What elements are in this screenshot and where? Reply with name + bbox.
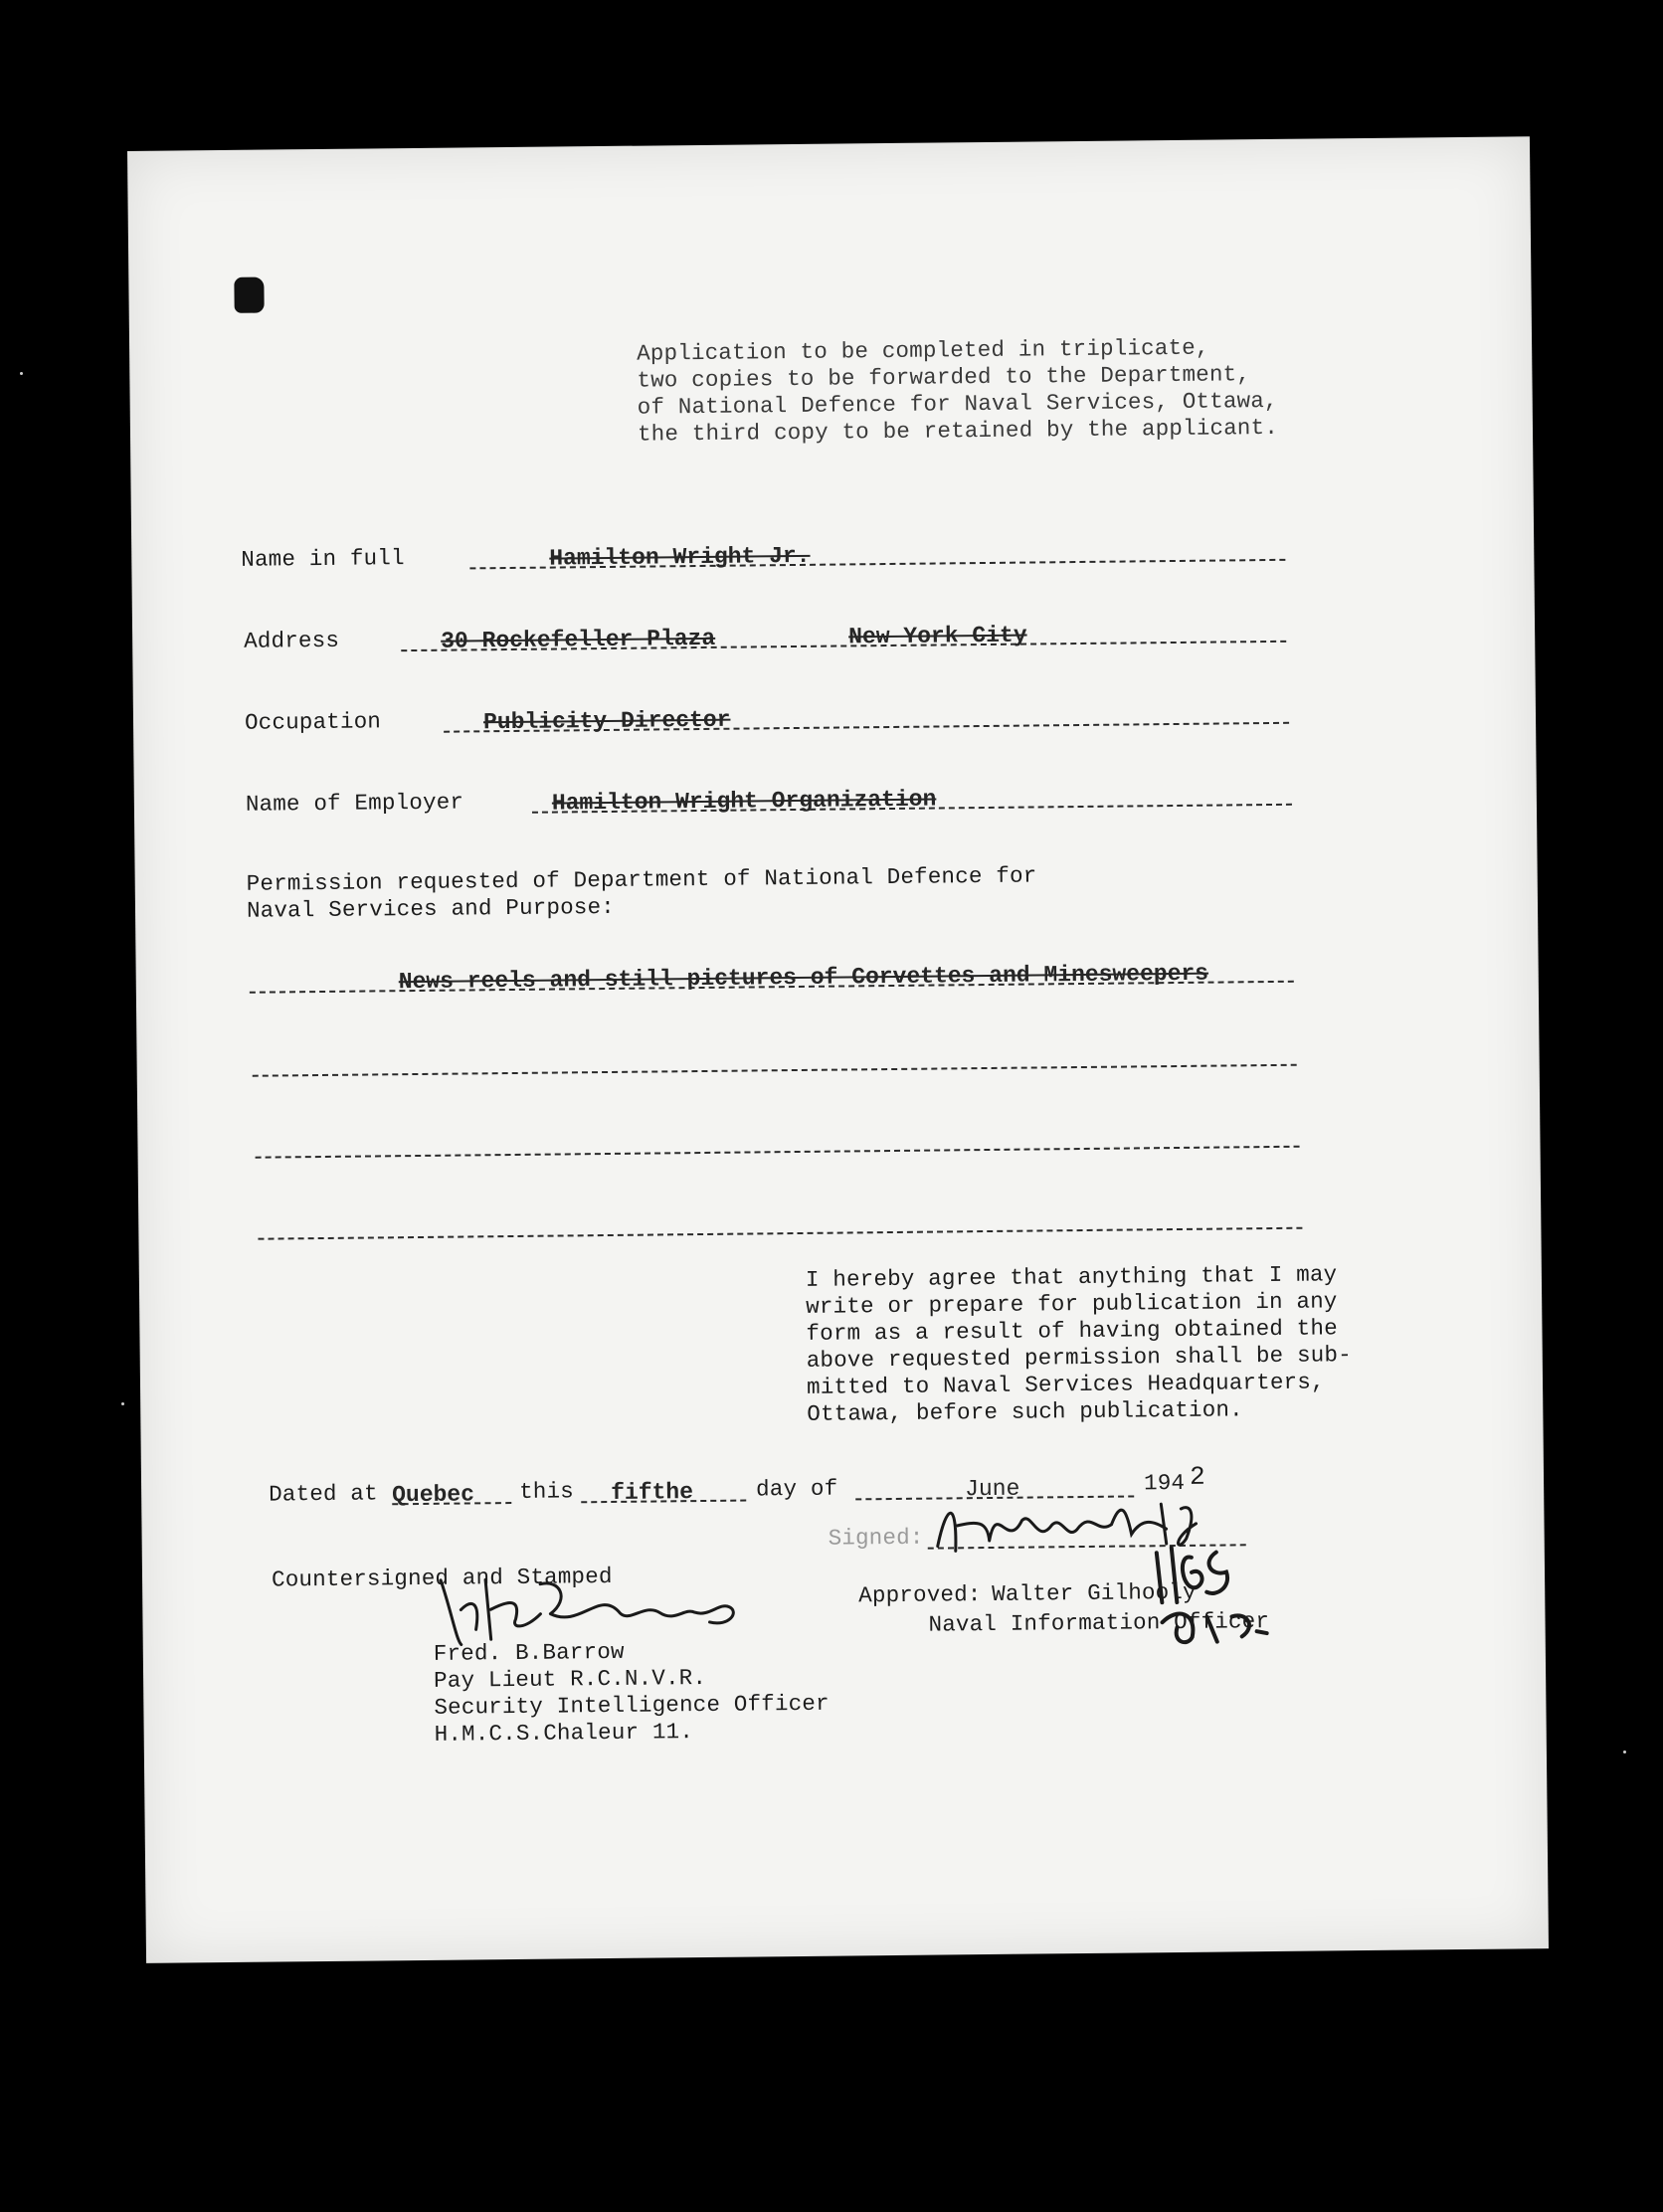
address-line	[401, 622, 1286, 654]
officer-role: Security Intelligence Officer	[434, 1690, 830, 1721]
dated-place-line	[392, 1481, 511, 1509]
officer-rank: Pay Lieut R.C.N.V.R.	[433, 1664, 707, 1694]
approved-name: Walter Gilhooly	[992, 1578, 1197, 1607]
dated-month-value: June	[964, 1475, 1020, 1503]
employer-line	[532, 786, 1292, 817]
dated-place-value: Quebec	[392, 1481, 475, 1509]
year-prefix: 194	[1143, 1469, 1186, 1497]
agreement-line-1: I hereby agree that anything that I may	[805, 1261, 1338, 1293]
purpose-line-3	[256, 1146, 1300, 1159]
officer-ship: H.M.C.S.Chaleur 11.	[434, 1719, 694, 1748]
agreement-line-5: mitted to Naval Services Headquarters,	[806, 1369, 1325, 1400]
this-label: this	[519, 1478, 575, 1505]
name-line	[469, 542, 1285, 572]
instruction-line-4: the third copy to be retained by the applicant.	[637, 414, 1279, 448]
name-value: Hamilton Wright Jr.	[549, 542, 811, 572]
occupation-label: Occupation	[244, 708, 382, 736]
dated-at-label: Dated at	[269, 1480, 378, 1508]
countersigned-label: Countersigned and Stamped	[271, 1563, 613, 1593]
name-label: Name in full	[241, 545, 405, 573]
dated-day-value: fifthe	[611, 1479, 694, 1506]
agreement-line-2: write or prepare for publication in any	[806, 1288, 1338, 1320]
address-label: Address	[244, 627, 340, 654]
document-page	[127, 136, 1549, 1963]
agreement-line-3: form as a result of having obtained the	[806, 1315, 1338, 1347]
officer-name: Fred. B.Barrow	[433, 1638, 625, 1667]
address-city-value: New York City	[848, 622, 1027, 650]
occupation-value: Publicity Director	[482, 706, 731, 736]
scan-speck	[20, 372, 23, 375]
instruction-line-2: two copies to be forwarded to the Department,	[637, 361, 1251, 394]
year-suffix: 2	[1189, 1461, 1205, 1492]
agreement-line-4: above requested permission shall be sub-	[806, 1342, 1352, 1374]
approval-initials	[1137, 1532, 1297, 1653]
dated-day-line	[581, 1479, 746, 1506]
approved-title: Naval Information Officer	[928, 1608, 1270, 1638]
punch-hole	[234, 277, 264, 313]
employer-label: Name of Employer	[245, 789, 464, 818]
purpose-value: News reels and still pictures of Corvettes and Minesweepers	[398, 960, 1209, 996]
approved-label: Approved:	[858, 1581, 982, 1609]
purpose-line-2	[253, 1064, 1297, 1077]
agreement-line-6: Ottawa, before such publication.	[807, 1396, 1243, 1427]
instruction-line-1: Application to be completed in triplicate,	[637, 334, 1209, 367]
signed-label: Signed:	[828, 1524, 924, 1552]
occupation-line	[444, 706, 1289, 736]
day-of-label: day of	[755, 1475, 838, 1503]
permission-label-line-1: Permission requested of Department of National Defence for	[246, 862, 1037, 897]
scan-speck	[121, 1402, 124, 1405]
purpose-line-1	[250, 960, 1294, 996]
permission-label-line-2: Naval Services and Purpose:	[246, 893, 616, 924]
scan-speck	[1623, 1751, 1626, 1753]
purpose-line-4	[258, 1227, 1302, 1240]
employer-value: Hamilton Wright Organization	[551, 786, 937, 817]
instruction-line-3: of National Defence for Naval Services, Ottawa,	[637, 387, 1278, 421]
address-value: 30 Rockefeller Plaza	[441, 625, 716, 654]
